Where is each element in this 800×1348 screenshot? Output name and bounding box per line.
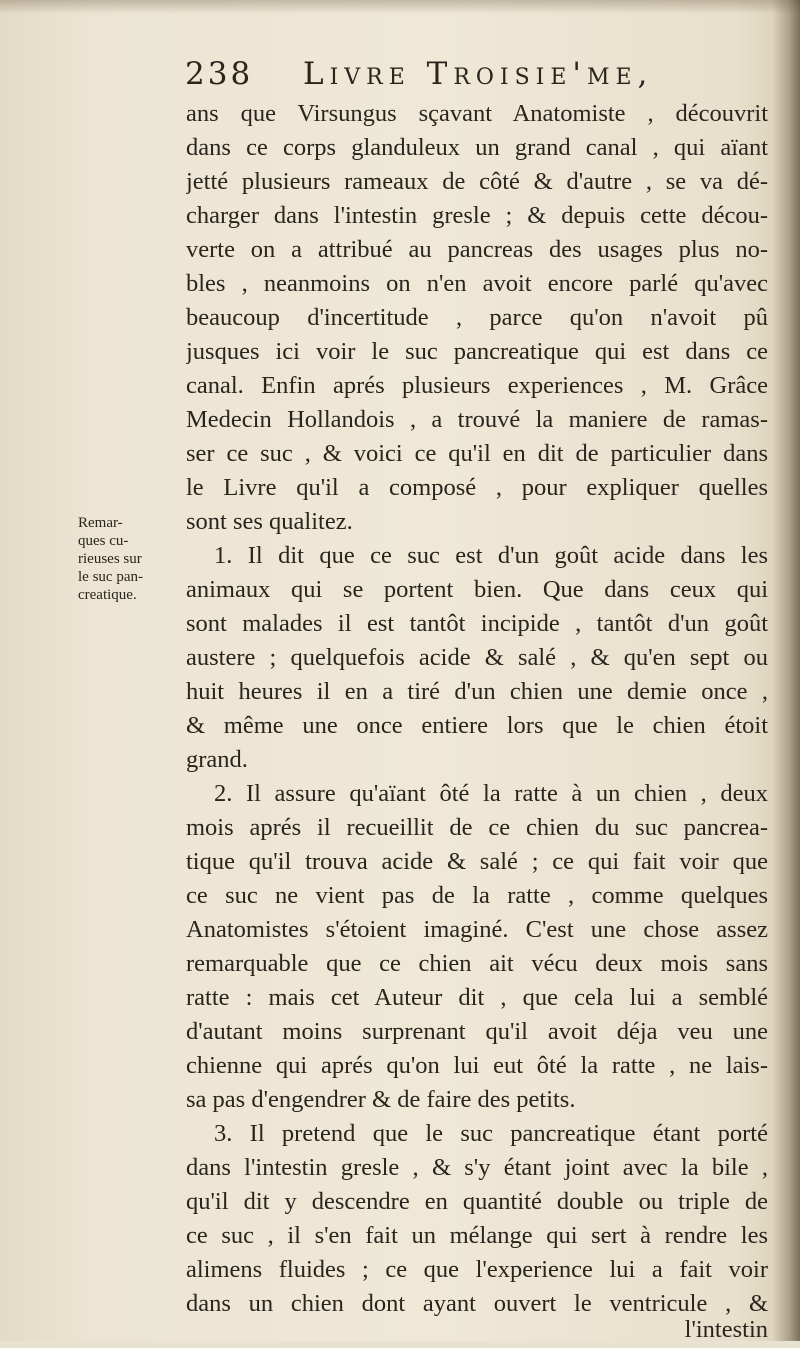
text-line: jusques ici voir le suc pancreatique qui est dans ce xyxy=(186,338,768,365)
page-number: 238 xyxy=(185,56,254,92)
text-line: huit heures il en a tiré d'un chien une demie once , xyxy=(186,678,768,705)
text-line: canal. Enfin aprés plusieurs experiences , M. Grâce xyxy=(186,372,768,399)
text-line: sont ses qualitez. xyxy=(186,508,353,535)
text-line: dans ce corps glanduleux un grand canal , qui aïant xyxy=(186,134,768,161)
text-line: tique qu'il trouva acide & salé ; ce qui fait voir que xyxy=(186,848,768,875)
margin-note xyxy=(78,514,178,604)
text-line: grand. xyxy=(186,746,248,773)
text-line: charger dans l'intestin gresle ; & depuis cette décou- xyxy=(186,202,768,229)
text-line: alimens fluides ; ce que l'experience lui a fait voir xyxy=(186,1256,768,1283)
page-header xyxy=(185,56,775,96)
text-line: ce suc , il s'en fait un mélange qui sert à rendre les xyxy=(186,1222,768,1249)
text-line: chienne qui aprés qu'on lui eut ôté la ratte , ne lais- xyxy=(186,1052,768,1079)
text-line: ce suc ne vient pas de la ratte , comme quelques xyxy=(186,882,768,909)
page-spine-shadow xyxy=(772,0,800,1341)
text-line: ratte : mais cet Auteur dit , que cela lui a semblé xyxy=(186,984,768,1011)
text-line: Anatomistes s'étoient imaginé. C'est une chose assez xyxy=(186,916,768,943)
text-line: beaucoup d'incertitude , parce qu'on n'avoit pû xyxy=(186,304,768,331)
text-line: ser ce suc , & voici ce qu'il en dit de particulier dans xyxy=(186,440,768,467)
text-line: 3. Il pretend que le suc pancreatique étant porté xyxy=(214,1120,768,1147)
text-line: le Livre qu'il a composé , pour expliquer quelles xyxy=(186,474,768,501)
text-line: sa pas d'engendrer & de faire des petits. xyxy=(186,1086,576,1113)
text-line: 1. Il dit que ce suc est d'un goût acide dans les xyxy=(214,542,768,569)
text-line: dans un chien dont ayant ouvert le ventricule , & xyxy=(186,1290,768,1317)
text-line: bles , neanmoins on n'en avoit encore parlé qu'avec xyxy=(186,270,768,297)
text-line: dans l'intestin gresle , & s'y étant joint avec la bile , xyxy=(186,1154,768,1181)
margin-note-line: le suc pan- xyxy=(78,569,143,585)
text-line: animaux qui se portent bien. Que dans ceux qui xyxy=(186,576,768,603)
text-line: ans que Virsungus sçavant Anatomiste , découvrit xyxy=(186,100,768,127)
margin-note-line: creatique. xyxy=(78,587,137,603)
margin-note-line: rieuses sur xyxy=(78,551,142,567)
text-line: jetté plusieurs rameaux de côté & d'autre , se va dé- xyxy=(186,168,768,195)
margin-note-line: Remar- xyxy=(78,515,123,531)
running-title: Livre Troisie'me, xyxy=(303,56,654,92)
text-line: & même une once entiere lors que le chien étoit xyxy=(186,712,768,739)
text-line: austere ; quelquefois acide & salé , & qu'en sept ou xyxy=(186,644,768,671)
text-line: mois aprés il recueillit de ce chien du suc pancrea- xyxy=(186,814,768,841)
text-line: verte on a attribué au pancreas des usages plus no- xyxy=(186,236,768,263)
catchword: l'intestin xyxy=(684,1316,768,1343)
text-line: Medecin Hollandois , a trouvé la maniere de ramas- xyxy=(186,406,768,433)
text-line: d'autant moins surprenant qu'il avoit déja veu une xyxy=(186,1018,768,1045)
page-top-edge xyxy=(0,0,800,14)
text-line: 2. Il assure qu'aïant ôté la ratte à un chien , deux xyxy=(214,780,768,807)
text-line: sont malades il est tantôt incipide , tantôt d'un goût xyxy=(186,610,768,637)
margin-note-line: ques cu- xyxy=(78,533,129,549)
text-line: qu'il dit y descendre en quantité double ou triple de xyxy=(186,1188,768,1215)
text-line: remarquable que ce chien ait vécu deux mois sans xyxy=(186,950,768,977)
